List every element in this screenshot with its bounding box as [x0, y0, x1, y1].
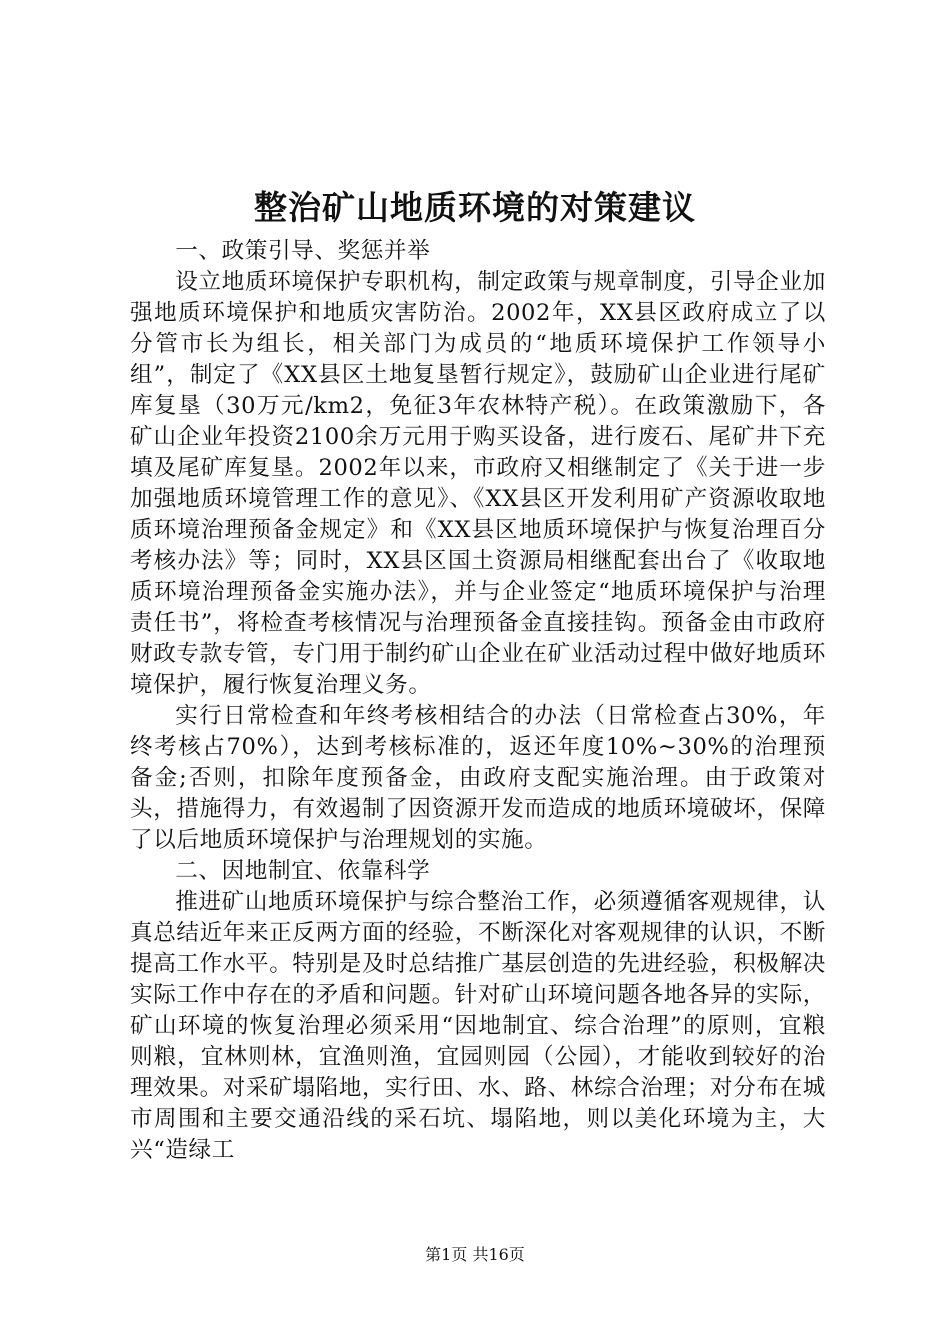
paragraph-policy-measures: 设立地质环境保护专职机构，制定政策与规章制度，引导企业加强地质环境保护和地质灾害防治。2002年，XX县区政府成立了以分管市长为组长，相关部门为成员的“地质环境保护工作领导小组”，制定了《XX县区土地复垦暂行规定》，鼓励矿山企业进行尾矿库复垦（30万元/km2，免征3年农林特产税）。在政策激励下，各矿山企业年投资2100余万元用于购买设备，进行废石、尾矿井下充填及尾矿库复垦。2002年以来，市政府又相继制定了《关于进一步加强地质环境管理工作的意见》、《XX县区开发利用矿产资源收取地质环境治理预备金规定》和《XX县区地质环境保护与恢复治理百分考核办法》等；同时，XX县区国土资源局相继配套出台了《收取地质环境治理预备金实施办法》，并与企业签定“地质环境保护与治理责任书”，将检查考核情况与治理预备金直接挂钩。预备金由市政府财政专款专管，专门用于制约矿山企业在矿业活动过程中做好地质环境保护，履行恢复治理义务。	[130, 269, 826, 698]
section-heading-local-conditions: 二、因地制宜、依靠科学	[175, 858, 431, 884]
paragraph-assessment: 实行日常检查和年终考核相结合的办法（日常检查占30%，年终考核占70%），达到考核标准的，返还年度10%~30%的治理预备金;否则，扣除年度预备金，由政府支配实施治理。由于政策对头，措施得力，有效遏制了因资源开发而造成的地质环境破坏，保障了以后地质环境保护与治理规划的实施。	[130, 703, 826, 853]
paragraph-local-conditions: 推进矿山地质环境保护与综合整治工作，必须遵循客观规律，认真总结近年来正反两方面的经验，不断深化对客观规律的认识，不断提高工作水平。特别是及时总结推广基层创造的先进经验，积极解决实际工作中存在的矛盾和问题。针对矿山环境问题各地各异的实际，矿山环境的恢复治理必须采用“因地制宜、综合治理”的原则，宜粮则粮，宜林则林，宜渔则渔，宜园则园（公园），才能收到较好的治理效果。对采矿塌陷地，实行田、水、路、林综合治理；对分布在城市周围和主要交通沿线的采石坑、塌陷地，则以美化环境为主，大兴“造绿工	[130, 889, 826, 1163]
document-body	[130, 236, 826, 1166]
section-heading-policy: 一、政策引导、奖惩并举	[175, 238, 431, 264]
document-title: 整治矿山地质环境的对策建议	[254, 188, 696, 227]
page-number-footer: 第1页 共16页	[425, 1245, 525, 1264]
